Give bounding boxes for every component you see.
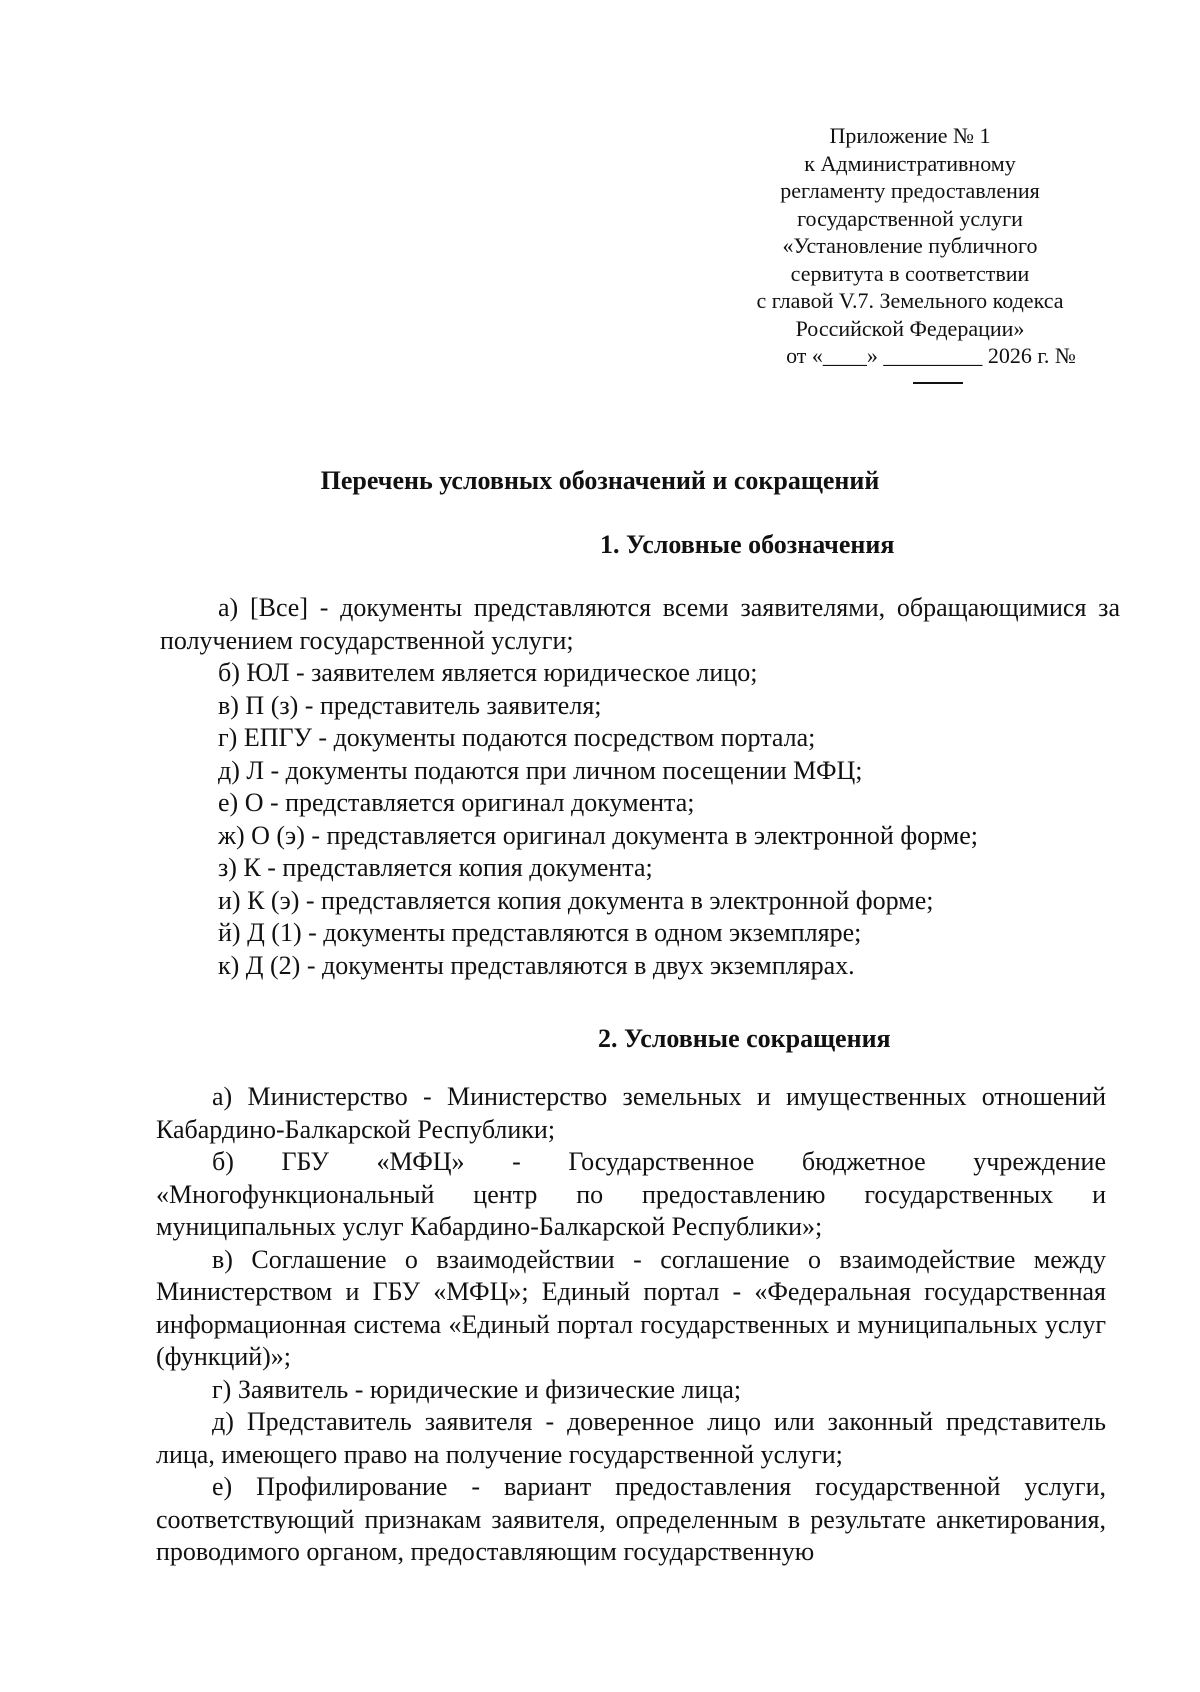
- list-item: з) К - представляется копия документа;: [218, 853, 653, 882]
- list-item: е) О - представляется оригинал документа;: [218, 788, 695, 817]
- list-item: б) ГБУ «МФЦ» - Государственное бюджетное учреждение «Многофункциональный центр по предоставлению государственных и муниципальных услуг Кабардино-Балкарской Республики»;: [156, 1147, 1106, 1241]
- appendix-line: регламенту предоставления: [780, 178, 1040, 203]
- list-item: а) [Все] - документы представляются всеми заявителями, обращающимися за получением государственной услуги;: [160, 593, 1120, 655]
- list-item: г) Заявитель - юридические и физические лица;: [212, 1374, 742, 1404]
- list-item: ж) О (э) - представляется оригинал документа в электронной форме;: [218, 820, 979, 850]
- list-item: к) Д (2) - документы представляются в двух экземплярах.: [218, 950, 855, 980]
- list-item: д) Представитель заявителя - доверенное лицо или законный представитель лица, имеющего право на получение государственной услуги;: [156, 1407, 1106, 1469]
- list-item: б) ЮЛ - заявителем является юридическое лицо;: [218, 658, 758, 687]
- list-item: а) Министерство - Министерство земельных и имущественных отношений Кабардино-Балкарской Республики;: [156, 1082, 1106, 1144]
- symbols-list: [160, 592, 1120, 982]
- list-item: и) К (э) - представляется копия документа в электронной форме;: [218, 885, 934, 915]
- section-heading-abbreviations: 2. Условные сокращения: [598, 1024, 891, 1053]
- list-item: в) Соглашение о взаимодействии - соглашение о взаимодействие между Министерством и ГБУ «МФЦ»; Единый портал - «Федеральная государственная информационная система «Единый портал государственных и муниципальных услуг (функций)»;: [156, 1244, 1106, 1371]
- list-item: в) П (з) - представитель заявителя;: [218, 690, 602, 720]
- appendix-line: Российской Федерации»: [795, 315, 1025, 341]
- appendix-line: с главой V.7. Земельного кодекса: [756, 288, 1064, 313]
- appendix-line: государственной услуги: [797, 205, 1023, 231]
- appendix-date-line: от «____» _________ 2026 г. №: [786, 343, 1076, 368]
- abbreviations-list: [156, 1081, 1106, 1569]
- list-item: д) Л - документы подаются при личном посещении МФЦ;: [218, 755, 863, 785]
- list-item: е) Профилирование - вариант предоставления государственной услуги, соответствующий признакам заявителя, определенным в результате анкетирования, проводимого органом, предоставляющим государственную: [156, 1472, 1106, 1566]
- list-item: г) ЕПГУ - документы подаются посредством портала;: [218, 723, 816, 752]
- document-number-blank: [913, 382, 963, 384]
- document-title: Перечень условных обозначений и сокращений: [320, 466, 880, 495]
- appendix-line: Приложение № 1: [829, 123, 991, 148]
- appendix-line: «Установление публичного: [782, 233, 1038, 258]
- appendix-line: сервитута в соответствии: [790, 260, 1030, 286]
- list-item: й) Д (1) - документы представляются в одном экземпляре;: [218, 918, 862, 947]
- appendix-header: [700, 122, 1120, 384]
- appendix-line: к Административному: [804, 150, 1016, 176]
- section-heading-symbols: 1. Условные обозначения: [600, 530, 895, 559]
